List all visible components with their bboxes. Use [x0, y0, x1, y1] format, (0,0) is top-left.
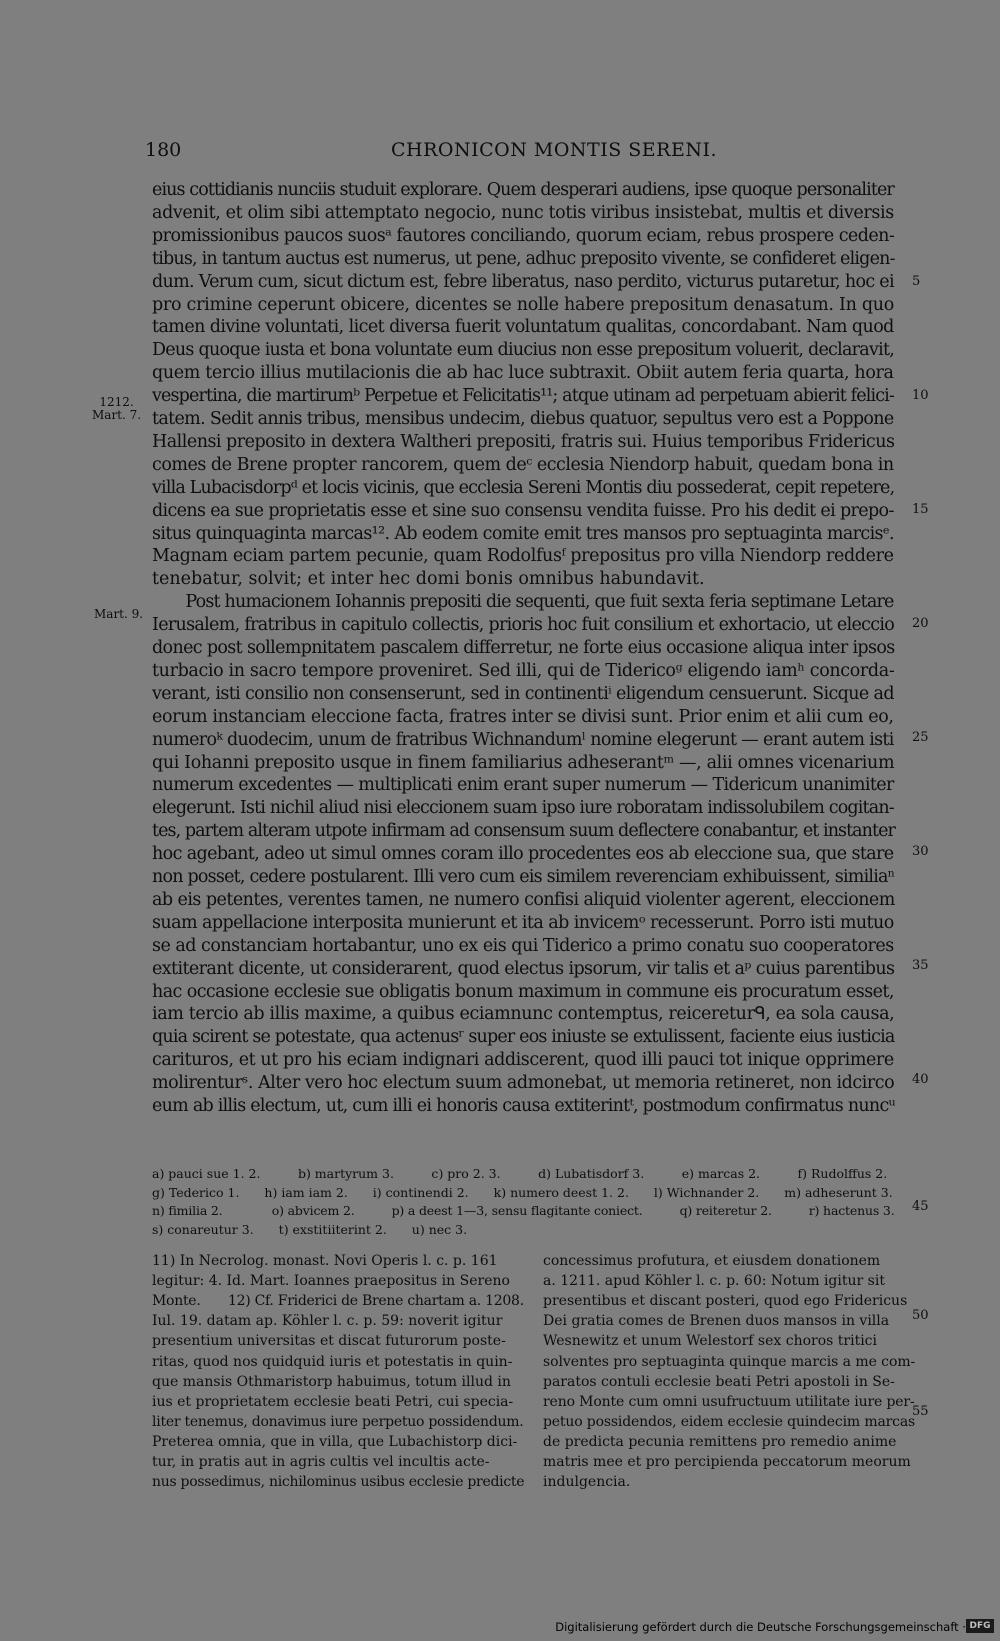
- line-number: 15: [912, 502, 929, 517]
- text-line: tibus, in tantum auctus est numerus, ut pene, adhuc preposito vivente, se confideret eligen-: [152, 248, 895, 269]
- text-line: vespertina, die martirumᵇ Perpetue et Felicitatis¹¹; atque utinam ad perpetuam abierit felici-: [152, 386, 894, 407]
- variant-note-line: g) Tederico 1. h) iam iam 2. i) continendi 2. k) numero deest 1. 2. l) Wichnander 2. m) adheserunt 3.: [152, 1184, 893, 1200]
- text-line: suam appellacione interposita munierunt et ita ab invicemᵒ recesserunt. Porro isti mutuo: [152, 912, 894, 933]
- text-line: qui Iohanni preposito usque in finem familiarius adheserantᵐ —, alii omnes vicenarium: [152, 752, 895, 773]
- margin-date: 1212. Mart. 7.: [92, 395, 142, 422]
- line-number: 30: [912, 844, 929, 859]
- dfg-logo-icon: DFG: [966, 1619, 994, 1633]
- note-line: petuo possidendos, eidem ecclesie quindecim marcas: [543, 1413, 916, 1430]
- text-line: non posset, cedere postularent. Illi vero cum eis similem reverenciam exhibuissent, similiaⁿ: [152, 867, 895, 887]
- note-line: Dei gratia comes de Brenen duos mansos in villa: [543, 1313, 890, 1330]
- text-line: hac occasione ecclesie sue obligatis bonum maximum in commune eis procuratum esset,: [152, 981, 894, 1002]
- text-line: ab eis petentes, verentes tamen, ne numero confisi aliquid violenter agerent, eleccionem: [152, 889, 895, 910]
- note-line: Monte. 12) Cf. Friderici de Brene chartam a. 1208.: [152, 1293, 524, 1310]
- text-line: carituros, et ut pro his eciam indignari addiscerent, quod illi pauci tot inique opprimere: [152, 1050, 894, 1071]
- variant-note-line: s) conareutur 3. t) exstitiiterint 2. u) nec 3.: [152, 1221, 468, 1237]
- text-line: numeroᵏ duodecim, unum de fratribus Wichnandumˡ nomine elegerunt — erant autem isti: [152, 729, 894, 750]
- line-number: 5: [912, 274, 921, 289]
- text-line: advenit, et olim sibi attemptato negocio, nunc totis viribus insistebat, multis et diversis: [152, 202, 894, 223]
- note-line: liter tenemus, donavimus iure perpetuo possidendum.: [152, 1413, 524, 1430]
- text-line: elegerunt. Isti nichil aliud nisi eleccionem suam ipso iure roboratam indissolubilem cogitan-: [152, 798, 894, 819]
- note-line: presentibus et discant posteri, quod ego Fridericus: [543, 1293, 908, 1310]
- note-line: a. 1211. apud Köhler l. c. p. 60: Notum igitur sit: [543, 1273, 885, 1290]
- text-line: quem tercio illius mutilacionis die ab hac luce subtraxit. Obiit autem feria quarta, hora: [152, 363, 894, 384]
- text-line: verant, isti consilio non consenserunt, sed in continentiⁱ eligendum censuerunt. Sicque ad: [152, 683, 894, 704]
- line-number: 55: [912, 1404, 929, 1419]
- footer-credit: Digitalisierung gefördert durch die Deutsche Forschungsgemeinschaft ·: [555, 1620, 966, 1634]
- variant-note-line: a) pauci sue 1. 2. b) martyrum 3. c) pro 2. 3. d) Lubatisdorf 3. e) marcas 2. f) Rudolffus 2.: [152, 1166, 888, 1181]
- page-number: 180: [145, 139, 182, 161]
- text-line: dum. Verum cum, sicut dictum est, febre liberatus, naso perdito, victurus putaretur, hoc ei: [152, 271, 894, 292]
- note-line: presentium universitas et discat futurorum poste-: [152, 1333, 506, 1350]
- line-number: 45: [912, 1199, 929, 1214]
- text-line: se ad constanciam hortabantur, uno ex eis qui Tiderico a primo conatu suo cooperatores: [152, 935, 894, 956]
- text-line: eius cottidianis nunciis studuit explorare. Quem desperari audiens, ipse quoque personaliter: [152, 180, 894, 200]
- line-number: 20: [912, 616, 929, 631]
- note-line: concessimus profutura, et eiusdem donationem: [543, 1253, 881, 1269]
- text-line: Post humacionem Iohannis prepositi die sequenti, que fuit sexta feria septimane Letare: [152, 592, 894, 613]
- note-line: solventes pro septuaginta quinque marcis a me com-: [543, 1353, 916, 1370]
- text-line: iam tercio ab illis maxime, a quibus eciamnunc contemptus, reicereturᑫ, ea sola causa,: [152, 1004, 895, 1025]
- line-number: 10: [912, 388, 929, 403]
- note-line: ius et proprietatem ecclesie beati Petri, cui specia-: [152, 1393, 514, 1410]
- line-number: 50: [912, 1308, 929, 1323]
- text-line: numerum excedentes — multiplicati enim erant super numerum — Tidericum unanimiter: [152, 775, 894, 796]
- text-line: quia scirent se potestate, qua actenusʳ super eos iniuste se extulissent, faciente eius iusticia: [152, 1027, 895, 1048]
- note-line: Iul. 19. datam ap. Köhler l. c. p. 59: noverit igitur: [152, 1313, 503, 1330]
- text-line: tes, partem alteram utpote infirmam ad consensum suum deflectere conabantur, et instanter: [152, 821, 895, 842]
- note-line: Preterea omnia, que in villa, que Lubachistorp dici-: [152, 1433, 518, 1450]
- running-title: CHRONICON MONTIS SERENI.: [391, 139, 718, 161]
- text-line: molirenturˢ. Alter vero hoc electum suum admonebat, ut memoria retineret, non idcirco: [152, 1073, 895, 1094]
- text-line: Hallensi preposito in dextera Waltheri prepositi, fratris sui. Huius temporibus Fridericus: [152, 431, 895, 452]
- text-line: Magnam eciam partem pecunie, quam Rodolfusᶠ prepositus pro villa Niendorp reddere: [152, 546, 894, 567]
- text-line: eorum instanciam eleccione facta, fratres inter se divisi sunt. Prior enim et alii cum eo,: [152, 706, 894, 727]
- note-line: nus possedimus, nichilominus usibus ecclesie predicte: [152, 1474, 525, 1491]
- text-line: Ierusalem, fratribus in capitulo collectis, prioris hoc fuit consilium et exhortacio, ut eleccio: [152, 615, 895, 636]
- note-line: paratos contuli ecclesie beati Petri apostoli in Se-: [543, 1373, 895, 1390]
- text-line: hoc agebant, adeo ut simul omnes coram illo procedentes eos ab eleccione sua, que stare: [152, 844, 894, 865]
- note-line: ritas, quod nos quidquid iuris et potestatis in quin-: [152, 1353, 513, 1370]
- text-line: comes de Brene propter rancorem, quem deᶜ ecclesia Niendorp habuit, quedam bona in: [152, 454, 894, 475]
- text-line: tenebatur, solvit; et inter hec domi bonis omnibus habundavit.: [152, 569, 705, 590]
- note-line: indulgencia.: [543, 1474, 631, 1491]
- text-line: tamen divine voluntati, licet diversa fuerit voluntatum qualitas, concordabant. Nam quod: [152, 317, 894, 338]
- text-line: turbacio in sacro tempore proveniret. Sed illi, qui de Tidericoᵍ eligendo iamʰ concorda-: [152, 660, 895, 681]
- note-line: tur, in pratis aut in agris cultis vel incultis acte-: [152, 1454, 490, 1470]
- text-line: donec post sollempnitatem pascalem differretur, ne forte eius occasione aliqua inter ipsos: [152, 638, 895, 658]
- note-line: matris mee et pro percipienda peccatorum meorum: [543, 1454, 911, 1470]
- line-number: 40: [912, 1072, 929, 1087]
- text-line: situs quinquaginta marcas¹². Ab eodem comite emit tres mansos pro septuaginta marcisᵉ.: [152, 523, 894, 544]
- text-line: eum ab illis electum, ut, cum illi ei honoris causa extiterintᵗ, postmodum confirmatus nuncᵘ: [152, 1096, 895, 1116]
- text-line: pro crimine ceperunt obicere, dicentes se nolle habere prepositum denasatum. In quo: [152, 294, 895, 315]
- text-line: extiterant dicente, ut considerarent, quod electus ipsorum, vir talis et aᵖ cuius parentibus: [152, 958, 895, 979]
- line-number: 35: [912, 958, 929, 973]
- text-line: promissionibus paucos suosᵃ fautores conciliando, quorum eciam, rebus prospere ceden-: [152, 225, 895, 246]
- note-line: reno Monte cum omni usufructuum utilitate iure per-: [543, 1393, 915, 1410]
- text-line: tatem. Sedit annis tribus, mensibus undecim, diebus quatuor, sepultus vero est a Poppone: [152, 409, 894, 429]
- note-line: Wesnewitz et unum Welestorf sex choros tritici: [543, 1333, 878, 1350]
- margin-date: Mart. 9.: [94, 607, 144, 621]
- line-number: 25: [912, 730, 929, 745]
- text-line: Deus quoque iusta et bona voluntate eum diucius non esse prepositum voluerit, declaravit,: [152, 340, 895, 361]
- variant-note-line: n) fimilia 2. o) abvicem 2. p) a deest 1—3, sensu flagitante coniect. q) reiteretur 2. r) hactenus 3.: [152, 1203, 895, 1218]
- note-line: legitur: 4. Id. Mart. Ioannes praepositus in Sereno: [152, 1273, 510, 1290]
- text-line: dicens ea sue proprietatis esse et sine suo consensu vendita fuisse. Pro his dedit ei prepo-: [152, 500, 894, 521]
- note-line: que mansis Othmaristorp habuimus, totum illud in: [152, 1373, 511, 1390]
- note-line: 11) In Necrolog. monast. Novi Operis l. c. p. 161: [152, 1253, 498, 1269]
- text-line: villa Lubacisdorpᵈ et locis vicinis, que ecclesia Sereni Montis diu possederat, cepit repetere,: [152, 477, 895, 498]
- note-line: de predicta pecunia remittens pro remedio anime: [543, 1433, 897, 1450]
